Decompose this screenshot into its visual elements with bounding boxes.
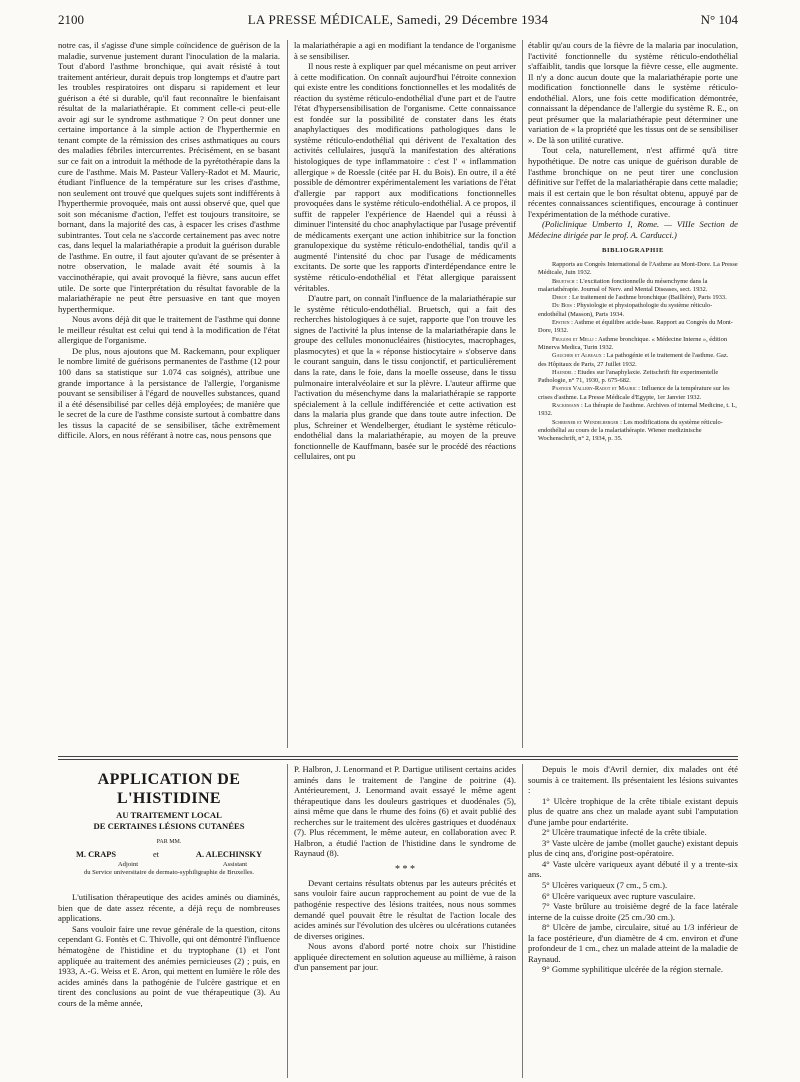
article-subtitle: DE CERTAINES LÉSIONS CUTANÉES: [93, 821, 245, 831]
bibliography-list: [528, 261, 738, 444]
bibliography-text: : Physiologie et physiopathologie du système réticulo-endothélial (Masson), Paris 1934.: [538, 302, 713, 318]
paragraph: la malariathérapie a agi en modifiant la tendance de l'organisme à se sensibiliser.: [294, 40, 516, 61]
list-item: 4° Vaste ulcère variqueux ayant débuté il y a trente-six ans.: [528, 858, 738, 880]
bibliography-author: Schreiner et Wendelberger: [552, 418, 619, 426]
page-header: [58, 12, 738, 32]
paragraph: P. Halbron, J. Lenormand et P. Dartigue utilisent certains acides aminés dans le traitement de l'angine de poitrine (4). Antérieurement, J. Lenormand avait essayé le même agent thérapeutique dans les douleurs gastriques et duodénales (5), ainsi même que dans le rhume des foins (6) et avait publié des recherches sur le traitement des ulcères gastriques et duodénaux (7). Plus récemment, le même auteur, en collaboration avec P. Halbron, a étudié l'action de l'histidine dans le syndrome de Raynaud (8).: [294, 764, 516, 859]
issue-number: N° 104: [700, 12, 738, 27]
bibliography-text: : L'excitation fonctionnelle du mésenchyme dans la malariathérapie. Journal of Nerv. and Mental Diseases, sect. 1932.: [538, 277, 708, 293]
list-item: 8° Ulcère de jambe, circulaire, situé au 1/3 inférieur de la face postérieure, d'un diamètre de 4 cm. environ et d'une profondeur de 1 cm., chez un malade atteint de la maladie de Raynaud.: [528, 922, 738, 964]
bibliography-entry: [528, 319, 738, 336]
paragraph: établir qu'au cours de la fièvre de la malaria par inoculation, l'activité fonctionnelle du système réticulo-endothélial s'affaiblit, tandis que lorsque la fièvre cesse, elle augmente. Il n'y a donc aucun doute que la malariathérapie porte une modification fonctionnelle dans le système réticulo-endothélial. Alors, une fois cette modification démontrée, connaissant la dépendance de l'allergie du système R. E., on peut présumer que la malariathérapie peut déterminer une variation de « la propriété que les tissus ont de se sensibiliser ». De là son utilité curative.: [528, 40, 738, 145]
paragraph: Nous avons d'abord porté notre choix sur l'histidine appliquée directement en solution aqueuse au millième, à raison d'un pansement par jour.: [294, 941, 516, 973]
bibliography-author: Haendel: [552, 368, 573, 376]
authors: [58, 850, 280, 861]
paragraph: Devant certains résultats obtenus par les auteurs précités et sans vouloir faire aucun rapprochement au point de vue de la pathogénie respective des lésions traitées, nous nous sommes demandé quel pouvait être le résultat de l'action locale des acides aminés sur l'évolution des ulcères ou ulcérations cutanées de diverses origines.: [294, 877, 516, 941]
bibliography-text: : Les modifications du système réticulo-endothélial au cours de la malariathérapie. Wiener medizinische Wochenschrift, n° 2, 1934, p. 35.: [538, 418, 723, 443]
bibliography-heading: BIBLIOGRAPHIE: [601, 247, 665, 255]
paragraph: Sans vouloir faire une revue générale de la question, citons cependant G. Fontès et C. Thivolle, qui ont démontré l'influence hématogène de l'histidine et du tryptophane (1) et l'ont appliquée au traitement des anémies pernicieuses (2) ; puis, en 1933, A.-G. Weiss et E. Aron, qui mettent en lumière le rôle des acides aminés dans la pathogénie de l'ulcère gastrique et en tirent des conclusions au point de vue thérapeutique (3). Au cours de la même année,: [58, 923, 280, 1008]
article-column-2: [294, 764, 516, 1076]
bibliography-entry: [528, 402, 738, 419]
bibliography-text: : Asthme bronchique. « Médecine Interne », édition Minerva Medica, Turin 1932.: [538, 335, 728, 351]
bibliography-entry: [528, 419, 738, 444]
bibliography-entry: [528, 369, 738, 386]
list-item: 5° Ulcères variqueux (7 cm., 5 cm.).: [542, 880, 668, 891]
column-divider: [287, 764, 288, 1078]
affiliations: [58, 861, 280, 869]
section-divider: [58, 756, 738, 757]
paragraph: L'utilisation thérapeutique des acides aminés ou diaminés, bien que de date assez récente, a déjà reçu de nombreuses applications.: [58, 892, 280, 924]
bibliography-author: Gaucher et Albeaux: [552, 352, 602, 360]
bibliography-entry: [528, 261, 738, 278]
bibliography-author: Pasteur Vallery-Radot et Mauric: [552, 385, 637, 393]
bibliography-text: Rapports au Congrès International de l'Asthme au Mont-Dore. La Presse Médicale, Juin 1932.: [538, 260, 738, 277]
bibliography-text: : La thérapie de l'asthme. Archives of internal Medicine, t. L, 1932.: [538, 401, 737, 418]
bibliography-author: Rackemann: [552, 401, 580, 409]
column-divider: [287, 40, 288, 748]
bibliography-text: : Etudes sur l'anaphylaxie. Zeitschrift für experimentelle Pathologie, n° 71, 1930, p. 675-682.: [538, 368, 719, 385]
bibliography-entry: [528, 278, 738, 295]
paragraph: Il nous reste à expliquer par quel mécanisme on peut arriver à cette modification. On connaît aujourd'hui l'étroite connexion qui existe entre les conditions fonctionnelles et les modalités de réaction du système réticulo-endothélial d'une part et de l'autre l'état d'hypersensibilisation de l'organisme. Cette connaissance est fondée sur la possibilité de constater dans les états anaphylactiques des modifications pathologiques dans le système réticulo-endothélial qui dérivent de l'exaltation des activités cellulaires, jusqu'à la manifestation des altérations histologiques de type inflammatoire : c'est l' « inflammation allergique » de Roessle (citée par H. du Bois). En outre, il a été possible de démontrer expérimentalement les variations de l'état d'allergie par rapport aux modifications fonctionnelles provoquées dans le système réticulo-endothélial. A ce propos, il suffit de rappeler l'expérience de Haendel qui a réussi à diminuer l'intensité du choc anaphylactique par l'usage préventif de médicaments exerçant une action inhibitrice sur la fonction granulopexique du système réticulo-endothélial, tandis qu'il a augmenté l'intensité du choc par l'usage de médicaments excitants. De sorte que les rapports d'interdépendance entre le système réticulo-endothélial et l'état allergique paraissent véritables.: [294, 61, 516, 293]
bibliography-entry: [528, 385, 738, 402]
bibliography-entry: [528, 352, 738, 369]
article-column-1: [58, 764, 280, 1076]
bibliography-entry: [528, 294, 738, 302]
affiliation-note: (Policlinique Umberto I, Rome. — VIIIe Section de Médecine dirigée par le prof. A. Carducci.): [528, 219, 738, 240]
affiliation-service: du Service universitaire de dermato-syphiligraphie de Bruxelles.: [83, 868, 255, 876]
list-item: 7° Vaste brûlure au troisième degré de la face latérale interne de la cuisse droite (25 cm./30 cm.).: [528, 901, 738, 922]
author-name: M. CRAPS: [76, 849, 117, 859]
paragraph: D'autre part, on connaît l'influence de la malariathérapie sur le système réticulo-endothélial. Bruetsch, qui a fait des recherches histologiques à ce sujet, rapporte que l'on trouve les signes de l'activité la plus intense de la malariathérapie dans le groupe des cellules mononucléaires (histiocytes, macrophages, plasmocytes) et que la « réponse histiocytaire » s'observe dans le courant sanguin, dans le tissu conjonctif, et particulièrement dans la rate, dans le foie, dans la moelle osseuse, dans le tissu pulmonaire interalvéolaire et sur la plèvre. L'auteur affirme que l'activation du mésenchyme dans la malariathérapie se rapporte spécialement à la cellule indifférenciée et cette activation est dans la malaria plus grande que dans toute autre infection. De plus, Schreiner et Wendelberger, étudiant le système réticulo-endothélial dans la malariathérapie, au moyen de la preuve fonctionnelle de Kauffmann, basée sur le procédé des réactions cellulaires, ont pu: [294, 293, 516, 462]
byline-par: PAR MM.: [156, 839, 182, 845]
bibliography-author: Derot: [552, 294, 568, 302]
paragraph: notre cas, il s'agisse d'une simple coïncidence de guérison de la maladie, survenue justement durant l'inoculation de la malaria. Tout d'abord l'asthme bronchique, qui avait résisté à tout traitement antérieur, durait depuis trop longtemps et d'autre part les troubles respiratoires ont disparu si rapidement et leur guérison a été si durable, qu'il faut reconnaître le bienfaisant résultat de la malariathérapie. Et comment celle-ci peut-elle avoir agi sur le syndrome asthmatique ? On peut donner une certaine importance à la simple action de l'hyperthermie en tenant compte de la rémission des crises asthmatiques au cours des maladies fébriles intercurrentes. Précisément, en se basant sur ce fait on a introduit la méthode de la pyrétothérapie dans la cure de l'asthme. Mais M. Pasteur Vallery-Radot et M. Mauric, étudiant l'influence de la température sur les crises d'asthme, non seulement ont trouvé que quelques sujets sont indifférents à l'hyperthermie provoquée, mais ont aussi observé que, quel que soit son mécanisme d'action, l'effet est toujours transitoire, se bornant, dans la majorité des cas, à espacer les crises d'asthme subintrantes. Tout cela ne s'accorde certainement pas avec notre cas, dans lequel la malariathérapie a produit la guérison durable de l'asthme. En outre, il faut ajouter qu'avant de se présenter à notre observation, le malade avait été soumis à la vaccinothérapie, qui avait provoqué la fièvre, sans aucun effet utile. De sorte que l'interprétation du résultat favorable de la malariathérapie ne peut être persuasive en tant que moyen hyperthermique.: [58, 40, 280, 314]
bibliography-author: Bruetsch: [552, 277, 575, 285]
top-column-2: [294, 40, 516, 752]
list-item: 3° Vaste ulcère de jambe (mollet gauche) existant depuis plus de cinq ans, d'origine post-opératoire.: [528, 837, 738, 859]
bibliography-text: : Le traitement de l'asthme bronchique (Baillière), Paris 1933.: [568, 294, 727, 302]
list-item: 6° Ulcère variqueux avec rupture vasculaire.: [542, 890, 696, 901]
list-item: 2° Ulcère traumatique infecté de la crête tibiale.: [542, 827, 707, 838]
list-item: 1° Ulcère trophique de la crête tibiale existant depuis plus de quatre ans chez un malade ayant subi l'amputation d'une jambe pour endartérite.: [528, 795, 738, 827]
bibliography-author: Frugoni et Melli: [552, 335, 594, 343]
paragraph: Tout cela, naturellement, n'est affirmé qu'à titre hypothétique. De notre cas unique de guérison durable de l'asthme bronchique on ne peut tirer une conclusion définitive sur l'effet de la malariathérapie dans cette maladie; mais il est certain que le bon résultat obtenu, appuyé par de récentes connaissances scientifiques, encourage à continuer l'expérimentation de la méthode curative.: [528, 145, 738, 219]
author-role: Adjoint: [117, 861, 139, 869]
bibliography-author: Epstein: [552, 319, 570, 327]
column-divider: [522, 764, 523, 1078]
list-item: 9° Gomme syphilitique ulcérée de la région sternale.: [542, 964, 723, 975]
journal-title: LA PRESSE MÉDICALE, Samedi, 29 Décembre 1934: [247, 12, 549, 27]
author-name: A. ALECHINSKY: [195, 849, 262, 859]
bibliography-entry: [528, 302, 738, 319]
section-break: * * *: [395, 863, 415, 875]
bibliography-text: : La pathogénie et le traitement de l'asthme. Gaz. des Hôpitaux de Paris, 27 Juillet 1932.: [538, 352, 729, 368]
author-conjunction: et: [152, 849, 159, 859]
bibliography-text: : Influence de la température sur les crises d'asthme. La Presse Médicale d'Egypte, 1er Janvier 1932.: [538, 385, 730, 401]
column-divider: [522, 40, 523, 748]
article-subtitle: AU TRAITEMENT LOCAL: [116, 810, 222, 820]
bibliography-author: Du Bois: [552, 302, 572, 310]
paragraph: De plus, nous ajoutons que M. Rackemann, pour expliquer le nombre limité de guérisons permanentes de l'asthme (12 pour 100 dans sa statistique sur 1.074 cas soignés), attribue une grande importance à la persistance de l'allergie, l'organisme pouvant se sensibiliser à l'égard de nouvelles substances, quand il a été désensibilisé par celles déjà employées; de manière que le secret de la cure de l'asthme consiste surtout à combattre dans les tissus la capacité de se sensibiliser, tâche extrêmement difficile. Alors, en nous référant à notre cas, nous pensons que: [58, 345, 280, 441]
paragraph: Depuis le mois d'Avril dernier, dix malades ont été soumis à ce traitement. Ils présentaient les lésions suivantes :: [528, 764, 738, 796]
paragraph: Nous avons déjà dit que le traitement de l'asthme qui donne le meilleur résultat est celui qui tend à la modification de l'état allergique de l'organisme.: [58, 314, 280, 346]
bibliography-text: : Asthme et équilibre acide-base. Rapport au Congrès du Mont-Dore, 1932.: [538, 319, 733, 335]
author-role: Assistant: [222, 861, 248, 869]
top-column-1: [58, 40, 280, 752]
article-column-3: [528, 764, 738, 1076]
page-number: 2100: [58, 12, 84, 27]
bibliography-entry: [528, 336, 738, 353]
top-column-3: [528, 40, 738, 752]
article-title: APPLICATION DE L'HISTIDINE: [97, 771, 241, 807]
section-divider: [58, 759, 738, 760]
